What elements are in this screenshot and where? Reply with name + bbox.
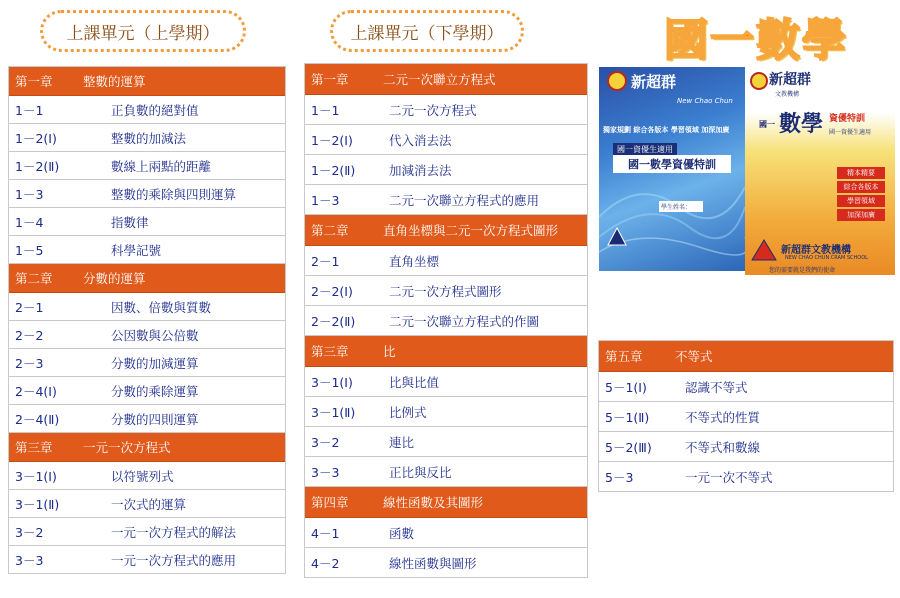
lesson-number: 5－2(Ⅲ) (605, 439, 652, 455)
lesson-title: 二元一次方程式圖形 (389, 283, 502, 299)
lesson-number: 4－1 (311, 525, 340, 541)
lesson-row (9, 349, 285, 377)
first-semester-table (8, 66, 286, 574)
chapter-number: 第二章 (15, 271, 53, 286)
lesson-row (305, 95, 587, 125)
lesson-number: 3－1(Ⅱ) (15, 496, 60, 512)
lesson-number: 3－1(Ⅰ) (311, 374, 353, 390)
cover-menu-item: 學習領域 (837, 195, 885, 207)
lesson-row (305, 185, 587, 215)
lesson-title: 二元一次方程式 (389, 102, 477, 118)
chapter-header (305, 64, 587, 95)
big-title: 國一數學 (664, 15, 848, 66)
lesson-number: 2－2 (15, 327, 44, 343)
cover-right-triangle-logo (751, 239, 777, 261)
cover-left-band-title: 國一數學資優特訓 (613, 155, 731, 173)
lesson-row (599, 432, 893, 462)
lesson-number: 2－3 (15, 355, 44, 371)
lesson-number: 3－1(Ⅱ) (311, 404, 356, 420)
lesson-title: 公因數與公倍數 (111, 327, 199, 343)
cover-left-student: 學生姓名： (659, 201, 703, 212)
lesson-title: 一元一次不等式 (685, 469, 773, 485)
cover-left-band-top: 國一資優生適用 (613, 143, 677, 156)
cover-right-footer-brand: 新超群文教機構 (781, 245, 851, 256)
chapter-header (305, 336, 587, 367)
lesson-number: 5－3 (605, 469, 634, 485)
lesson-row (305, 125, 587, 155)
cover-right-subtitle: 國一資優生適用 (829, 129, 872, 136)
lesson-title: 一元一次方程式的應用 (111, 552, 237, 568)
lesson-row (9, 124, 285, 152)
lesson-number: 2－4(Ⅰ) (15, 383, 57, 399)
lesson-number: 2－1 (311, 253, 340, 269)
lesson-title: 直角坐標 (389, 253, 440, 269)
lesson-row (9, 293, 285, 321)
lesson-row (305, 367, 587, 397)
second-semester-table (304, 63, 588, 578)
second-semester-label: 上課單元（下學期） (350, 23, 504, 44)
cover-left-brand: 新超群 (631, 73, 677, 91)
cover-left-slogan: 獨家規劃 綜合各版本 學習領域 加深加廣 (603, 126, 730, 134)
lesson-number: 5－1(Ⅰ) (605, 379, 647, 395)
lesson-number: 1－3 (311, 192, 340, 208)
lesson-title: 代入消去法 (389, 132, 452, 148)
chapter-title: 分數的運算 (83, 271, 146, 286)
lesson-title: 比例式 (389, 404, 427, 420)
lesson-row (9, 208, 285, 236)
first-semester-header (40, 10, 246, 52)
chapter-header (599, 341, 893, 372)
chapter-number: 第五章 (605, 349, 643, 364)
lesson-row (9, 546, 285, 574)
lesson-title: 二元一次聯立方程式的作圖 (389, 313, 540, 329)
lesson-number: 5－1(Ⅱ) (605, 409, 650, 425)
lesson-number: 1－4 (15, 214, 44, 230)
lesson-title: 因數、倍數與質數 (111, 299, 212, 315)
chapter-number: 第一章 (15, 74, 53, 89)
lesson-title: 數線上兩點的距離 (111, 158, 212, 174)
cover-menu-item: 綜合各版本 (837, 181, 885, 193)
first-semester-label: 上課單元（上學期） (66, 23, 220, 44)
cover-right-brand-sub: 文教機構 (775, 91, 800, 98)
lesson-title: 指數律 (111, 214, 149, 230)
cover-menu-item: 精本精要 (837, 167, 885, 179)
lesson-title: 正負數的絕對值 (111, 102, 199, 118)
cover-right-brand: 新超群 (769, 72, 811, 88)
chapter-number: 第三章 (311, 344, 349, 359)
lesson-title: 一元一次方程式的解法 (111, 524, 237, 540)
book-cover-right (745, 67, 895, 275)
lesson-title: 整數的加減法 (111, 130, 187, 146)
lesson-row (9, 405, 285, 433)
chapter-header (9, 264, 285, 293)
lesson-number: 2－4(Ⅱ) (15, 411, 60, 427)
lesson-number: 1－1 (15, 102, 44, 118)
cover-right-title-big: 數學 (779, 111, 824, 137)
lesson-row (9, 462, 285, 490)
cover-right-title-suffix: 資優特訓 (829, 114, 866, 124)
lesson-number: 3－3 (15, 552, 44, 568)
lesson-title: 不等式和數線 (685, 439, 761, 455)
lesson-title: 加減消去法 (389, 162, 452, 178)
lesson-row (9, 518, 285, 546)
chapter-header (9, 67, 285, 96)
chapter-title: 不等式 (675, 349, 713, 364)
lesson-title: 不等式的性質 (685, 409, 761, 425)
chapter-title: 比 (383, 344, 396, 359)
cover-menu-item: 加深加廣 (837, 209, 885, 221)
cover-right-logo (749, 71, 769, 91)
lesson-number: 1－2(Ⅱ) (15, 158, 60, 174)
lesson-number: 3－3 (311, 464, 340, 480)
lesson-number: 3－2 (311, 434, 340, 450)
lesson-row (305, 306, 587, 336)
cover-right-title-prefix: 國一 (759, 120, 775, 129)
lesson-row (9, 180, 285, 208)
lesson-number: 1－2(Ⅱ) (311, 162, 356, 178)
lesson-title: 分數的乘除運算 (111, 383, 199, 399)
lesson-title: 連比 (389, 434, 415, 450)
lesson-number: 1－3 (15, 186, 44, 202)
lesson-title: 科學記號 (111, 242, 162, 258)
lesson-row (9, 236, 285, 264)
lesson-title: 整數的乘除與四則運算 (111, 186, 237, 202)
lesson-title: 正比與反比 (389, 464, 452, 480)
lesson-title: 二元一次聯立方程式的應用 (389, 192, 540, 208)
lesson-title: 以符號列式 (111, 468, 174, 484)
second-semester-header (330, 10, 524, 52)
lesson-row (305, 518, 587, 548)
lesson-row (599, 402, 893, 432)
lesson-number: 2－2(Ⅰ) (311, 283, 353, 299)
lesson-number: 3－2 (15, 524, 44, 540)
lesson-title: 線性函數與圖形 (389, 555, 477, 571)
cover-left-triangle-logo (607, 227, 627, 247)
chapter-number: 第三章 (15, 440, 53, 455)
lesson-row (9, 96, 285, 124)
lesson-title: 一次式的運算 (111, 496, 187, 512)
lesson-title: 分數的四則運算 (111, 411, 199, 427)
chapter-number: 第四章 (311, 495, 349, 510)
chapter-number: 第二章 (311, 223, 349, 238)
lesson-row (305, 246, 587, 276)
lesson-row (305, 276, 587, 306)
lesson-number: 4－2 (311, 555, 340, 571)
chapter-header (305, 487, 587, 518)
lesson-row (599, 372, 893, 402)
lesson-number: 2－2(Ⅱ) (311, 313, 356, 329)
lesson-number: 1－2(Ⅰ) (15, 130, 57, 146)
lesson-title: 分數的加減運算 (111, 355, 199, 371)
lesson-row (9, 321, 285, 349)
lesson-row (9, 490, 285, 518)
lesson-row (305, 427, 587, 457)
cover-left-brand-en: New Chao Chun (677, 97, 733, 105)
cover-right-menu (837, 167, 885, 223)
chapter-title: 線性函數及其圖形 (383, 495, 484, 510)
lesson-number: 2－1 (15, 299, 44, 315)
lesson-row (599, 462, 893, 492)
lesson-row (305, 155, 587, 185)
chapter-header (9, 433, 285, 462)
lesson-row (305, 548, 587, 578)
lesson-title: 認識不等式 (685, 379, 748, 395)
lesson-number: 1－2(Ⅰ) (311, 132, 353, 148)
lesson-title: 函數 (389, 525, 415, 541)
lesson-number: 1－5 (15, 242, 44, 258)
book-cover-left (599, 67, 745, 271)
chapter-number: 第一章 (311, 72, 349, 87)
chapter-title: 直角坐標與二元一次方程式圖形 (383, 223, 559, 238)
cover-right-footer-en: NEW CHAO CHUN CRAM SCHOOL (785, 255, 868, 261)
chapter-title: 二元一次聯立方程式 (383, 72, 496, 87)
lesson-title: 比與比值 (389, 374, 440, 390)
lesson-row (305, 397, 587, 427)
lesson-number: 1－1 (311, 102, 340, 118)
lesson-number: 3－1(Ⅰ) (15, 468, 57, 484)
lesson-row (9, 377, 285, 405)
chapter-header (305, 215, 587, 246)
chapter-title: 整數的運算 (83, 74, 146, 89)
lesson-row (9, 152, 285, 180)
chapter-title: 一元一次方程式 (83, 440, 171, 455)
cover-right-footer-slogan: 您的需要就是我們的使命 (769, 267, 836, 274)
lesson-row (305, 457, 587, 487)
chapter-five-table (598, 340, 894, 492)
